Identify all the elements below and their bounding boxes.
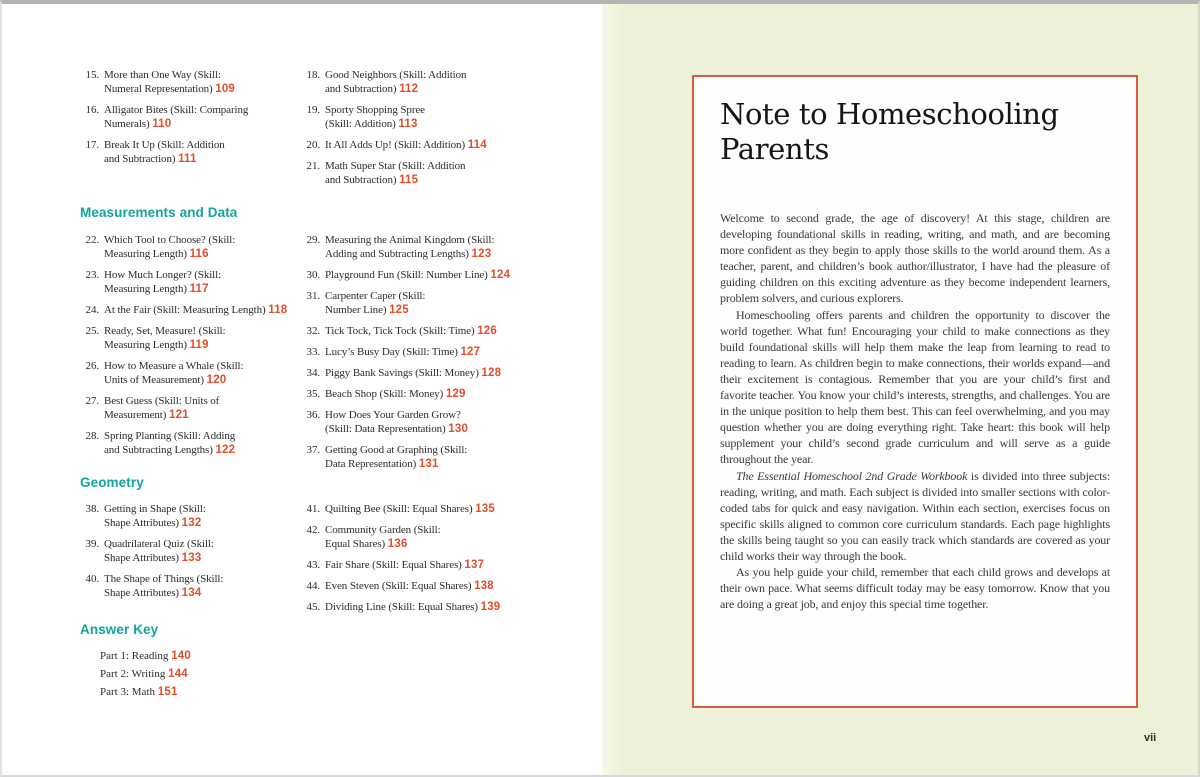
toc-entry-title: Ready, Set, Measure! (Skill: Measuring Length) 119 <box>104 325 226 351</box>
toc-page-number: 124 <box>490 269 511 281</box>
toc-entry <box>301 523 500 551</box>
toc-entry <box>80 359 287 387</box>
toc-entry-title: Piggy Bank Savings (Skill: Money) 128 <box>325 367 502 379</box>
toc-page-number: 136 <box>387 538 408 550</box>
toc-entry-number: 34. <box>306 367 320 379</box>
toc-entry-number: 32. <box>306 325 320 337</box>
toc-entry <box>80 394 287 422</box>
toc-entry-title: Beach Shop (Skill: Money) 129 <box>325 388 466 400</box>
note-paragraph <box>720 210 1110 307</box>
toc-group-geometry-left <box>80 502 223 607</box>
toc-page-number: 125 <box>389 304 409 316</box>
toc-entry-number: 26. <box>85 360 99 372</box>
toc-entry-title: Fair Share (Skill: Equal Shares) 137 <box>325 559 485 571</box>
toc-page-number: 119 <box>189 339 209 351</box>
toc-page-number: 144 <box>168 668 188 680</box>
toc-entry-title: Sporty Shopping Spree (Skill: Addition) 113 <box>325 104 425 130</box>
note-paragraph <box>720 468 1110 565</box>
toc-entry-number: 43. <box>306 559 320 571</box>
toc-entry-title: Alligator Bites (Skill: Comparing Numerals) 110 <box>104 104 249 130</box>
toc-entry <box>80 502 223 530</box>
answer-key-entry: Part 1: Reading 140 <box>100 650 191 662</box>
toc-entry <box>301 103 487 131</box>
toc-page-number: 122 <box>215 444 236 456</box>
toc-entry <box>80 429 287 457</box>
toc-entry-title: Best Guess (Skill: Units of Measurement) 121 <box>104 395 220 421</box>
toc-entry <box>80 268 287 296</box>
toc-entry-title: At the Fair (Skill: Measuring Length) 118 <box>104 304 288 316</box>
toc-entry-number: 17. <box>85 139 99 151</box>
toc-entry-number: 27. <box>85 395 99 407</box>
toc-entry <box>301 408 510 436</box>
book-title-italic: The Essential Homeschool 2nd Grade Workbook <box>736 468 968 483</box>
toc-entry-title: It All Adds Up! (Skill: Addition) 114 <box>325 139 487 151</box>
toc-entry-number: 36. <box>306 409 320 421</box>
toc-entry-number: 44. <box>306 580 320 592</box>
toc-page-number: 114 <box>467 139 487 151</box>
note-box <box>692 75 1138 708</box>
section-header-answer-key: Answer Key <box>80 622 159 637</box>
toc-entry-number: 31. <box>306 290 320 302</box>
toc-entry-title: The Shape of Things (Skill: Shape Attributes) 134 <box>104 573 224 599</box>
toc-page-number: 115 <box>399 174 419 186</box>
toc-entry-number: 40. <box>85 573 99 585</box>
toc-entry-title: Community Garden (Skill: Equal Shares) 136 <box>325 524 441 550</box>
toc-entry <box>80 303 287 317</box>
toc-entry-title: Getting Good at Graphing (Skill: Data Representation) 131 <box>325 444 468 470</box>
toc-page-number: 127 <box>460 346 481 358</box>
toc-entry-title: Carpenter Caper (Skill: Number Line) 125 <box>325 290 426 316</box>
toc-page-number: 139 <box>480 601 501 613</box>
toc-page-number: 128 <box>481 367 502 379</box>
toc-page-number: 126 <box>477 325 497 337</box>
toc-entry-title: Which Tool to Choose? (Skill: Measuring Length) 116 <box>104 234 236 260</box>
toc-entry-number: 38. <box>85 503 99 515</box>
toc-page-number: 121 <box>169 409 189 421</box>
toc-page-number: 134 <box>181 587 202 599</box>
toc-entry <box>301 579 500 593</box>
toc-page-number: 116 <box>189 248 209 260</box>
toc-entry <box>301 233 510 261</box>
section-header-measurements-and-data: Measurements and Data <box>80 205 238 220</box>
toc-entry-number: 30. <box>306 269 320 281</box>
toc-entry <box>301 68 487 96</box>
toc-entry-number: 33. <box>306 346 320 358</box>
toc-entry-number: 18. <box>306 69 320 81</box>
toc-entry-number: 15. <box>85 69 99 81</box>
toc-page-number: 133 <box>181 552 202 564</box>
toc-group-counting-right <box>301 68 487 194</box>
toc-entry-title: Quilting Bee (Skill: Equal Shares) 135 <box>325 503 495 515</box>
toc-page-number: 117 <box>189 283 209 295</box>
toc-group-counting-left <box>80 68 248 173</box>
toc-entry-number: 28. <box>85 430 99 442</box>
toc-entry-number: 29. <box>306 234 320 246</box>
toc-page <box>2 4 602 777</box>
toc-entry-title: Math Super Star (Skill: Addition and Subtraction) 115 <box>325 160 466 186</box>
toc-entry-title: Tick Tock, Tick Tock (Skill: Time) 126 <box>325 325 497 337</box>
page-number-folio: vii <box>1144 732 1157 744</box>
note-paragraph <box>720 307 1110 468</box>
toc-entry <box>301 387 510 401</box>
toc-entry <box>80 537 223 565</box>
toc-entry <box>301 138 487 152</box>
toc-entry-title: Quadrilateral Quiz (Skill: Shape Attributes) 133 <box>104 538 214 564</box>
note-text-segment: Homeschooling offers parents and children the opportunity to discover the world together. What fun! Encouraging your child to make connections as they build foundational skills will help them make the leap from learning to read to reading to learn. As children begin to make connections, their worlds expand—and their excitement is contagious. Remember that you are your child’s first and favorite teacher. You know your child’s interests, strengths, and challenges. You are in the unique position to help them best. This can feel overwhelming, and you may question whether you are doing everything right. Take heart: this book will help supplement your child’s second grade curriculum and will serve as a guide throughout the year. <box>720 307 1110 467</box>
toc-entry <box>301 366 510 380</box>
toc-entry <box>301 268 510 282</box>
toc-entry-title: Getting in Shape (Skill: Shape Attributes) 132 <box>104 503 206 529</box>
toc-entry-title: Playground Fun (Skill: Number Line) 124 <box>325 269 511 281</box>
toc-entry-title: Lucy’s Busy Day (Skill: Time) 127 <box>325 346 481 358</box>
toc-entry <box>301 289 510 317</box>
toc-page-number: 113 <box>398 118 418 130</box>
toc-page-number: 120 <box>206 374 227 386</box>
toc-entry-number: 16. <box>85 104 99 116</box>
note-title: Note to Homeschooling Parents <box>720 97 1059 166</box>
answer-key-entry: Part 3: Math 151 <box>100 686 178 698</box>
toc-entry-number: 41. <box>306 503 320 515</box>
toc-entry-title: Dividing Line (Skill: Equal Shares) 139 <box>325 601 501 613</box>
toc-entry <box>301 345 510 359</box>
toc-entry-number: 21. <box>306 160 320 172</box>
answer-key-list <box>100 647 191 701</box>
toc-entry-title: How Much Longer? (Skill: Measuring Length) 117 <box>104 269 222 295</box>
toc-entry-title: Good Neighbors (Skill: Addition and Subtraction) 112 <box>325 69 467 95</box>
note-text-segment: As you help guide your child, remember that each child grows and develops at their own pace. What seems difficult today may be easy tomorrow. Know that you are doing a great job, and enjoy this special time together. <box>720 565 1110 612</box>
toc-entry <box>301 159 487 187</box>
note-text-segment: Welcome to second grade, the age of discovery! At this stage, children are developing foundational skills in reading, writing, and math, and are becoming more confident as they begin to apply those skills to the world around them. As a teacher, parent, and children’s book author/illustrator, I have had the pleasure of guiding children on this exciting adventure as they become independent learners, problem solvers, and curious explorers. <box>720 211 1110 306</box>
toc-page-number: 109 <box>215 83 236 95</box>
toc-entry-title: Spring Planting (Skill: Adding and Subtracting Lengths) 122 <box>104 430 236 456</box>
toc-entry-number: 45. <box>306 601 320 613</box>
toc-entry-title: How to Measure a Whale (Skill: Units of Measurement) 120 <box>104 360 244 386</box>
toc-page-number: 111 <box>178 153 197 165</box>
toc-entry <box>80 233 287 261</box>
answer-key-entry: Part 2: Writing 144 <box>100 668 188 680</box>
toc-entry <box>80 103 248 131</box>
toc-entry <box>301 443 510 471</box>
toc-entry-number: 20. <box>306 139 320 151</box>
toc-entry-title: Even Steven (Skill: Equal Shares) 138 <box>325 580 494 592</box>
toc-page-number: 110 <box>152 118 172 130</box>
toc-entry <box>80 324 287 352</box>
toc-entry-number: 19. <box>306 104 320 116</box>
toc-entry-title: Break It Up (Skill: Addition and Subtraction) 111 <box>104 139 225 165</box>
toc-entry-number: 24. <box>85 304 99 316</box>
toc-page-number: 130 <box>448 423 469 435</box>
toc-entry-number: 35. <box>306 388 320 400</box>
toc-entry-number: 25. <box>85 325 99 337</box>
toc-entry <box>301 324 510 338</box>
toc-entry-number: 23. <box>85 269 99 281</box>
toc-page-number: 138 <box>474 580 494 592</box>
toc-entry-number: 42. <box>306 524 320 536</box>
toc-entry-number: 22. <box>85 234 99 246</box>
toc-entry <box>80 138 248 166</box>
note-text-segment: is divided into three subjects: reading, writing, and math. Each subject is divided into smaller sections with color-coded tabs for quick and easy navigation. Within each section, exercises focus on specific skills aligned to common core curriculum standards. Each page highlights the skills being taught so you can easily track which standards are covered as your child works their way through the book. <box>720 468 1111 563</box>
toc-group-measurements-right <box>301 233 510 478</box>
toc-page-number: 137 <box>464 559 485 571</box>
toc-group-measurements-left <box>80 233 287 464</box>
note-page <box>602 4 1200 777</box>
toc-group-geometry-right <box>301 502 500 621</box>
toc-entry <box>301 600 500 614</box>
toc-page-number: 132 <box>181 517 202 529</box>
note-body <box>720 210 1110 612</box>
toc-entry-title: How Does Your Garden Grow? (Skill: Data Representation) 130 <box>325 409 469 435</box>
note-paragraph <box>720 564 1110 612</box>
section-header-geometry: Geometry <box>80 475 144 490</box>
toc-page-number: 129 <box>445 388 466 400</box>
toc-entry <box>301 502 500 516</box>
toc-entry <box>80 572 223 600</box>
toc-entry <box>80 68 248 96</box>
toc-page-number: 135 <box>475 503 495 515</box>
toc-page-number: 140 <box>171 650 191 662</box>
toc-page-number: 112 <box>399 83 419 95</box>
toc-page-number: 123 <box>471 248 492 260</box>
toc-page-number: 131 <box>418 458 439 470</box>
toc-entry-title: More than One Way (Skill: Numeral Representation) 109 <box>104 69 236 95</box>
toc-entry <box>301 558 500 572</box>
toc-page-number: 151 <box>157 686 178 698</box>
toc-page-number: 118 <box>268 304 288 316</box>
toc-entry-number: 37. <box>306 444 320 456</box>
toc-entry-title: Measuring the Animal Kingdom (Skill: Adding and Subtracting Lengths) 123 <box>325 234 495 260</box>
toc-entry-number: 39. <box>85 538 99 550</box>
